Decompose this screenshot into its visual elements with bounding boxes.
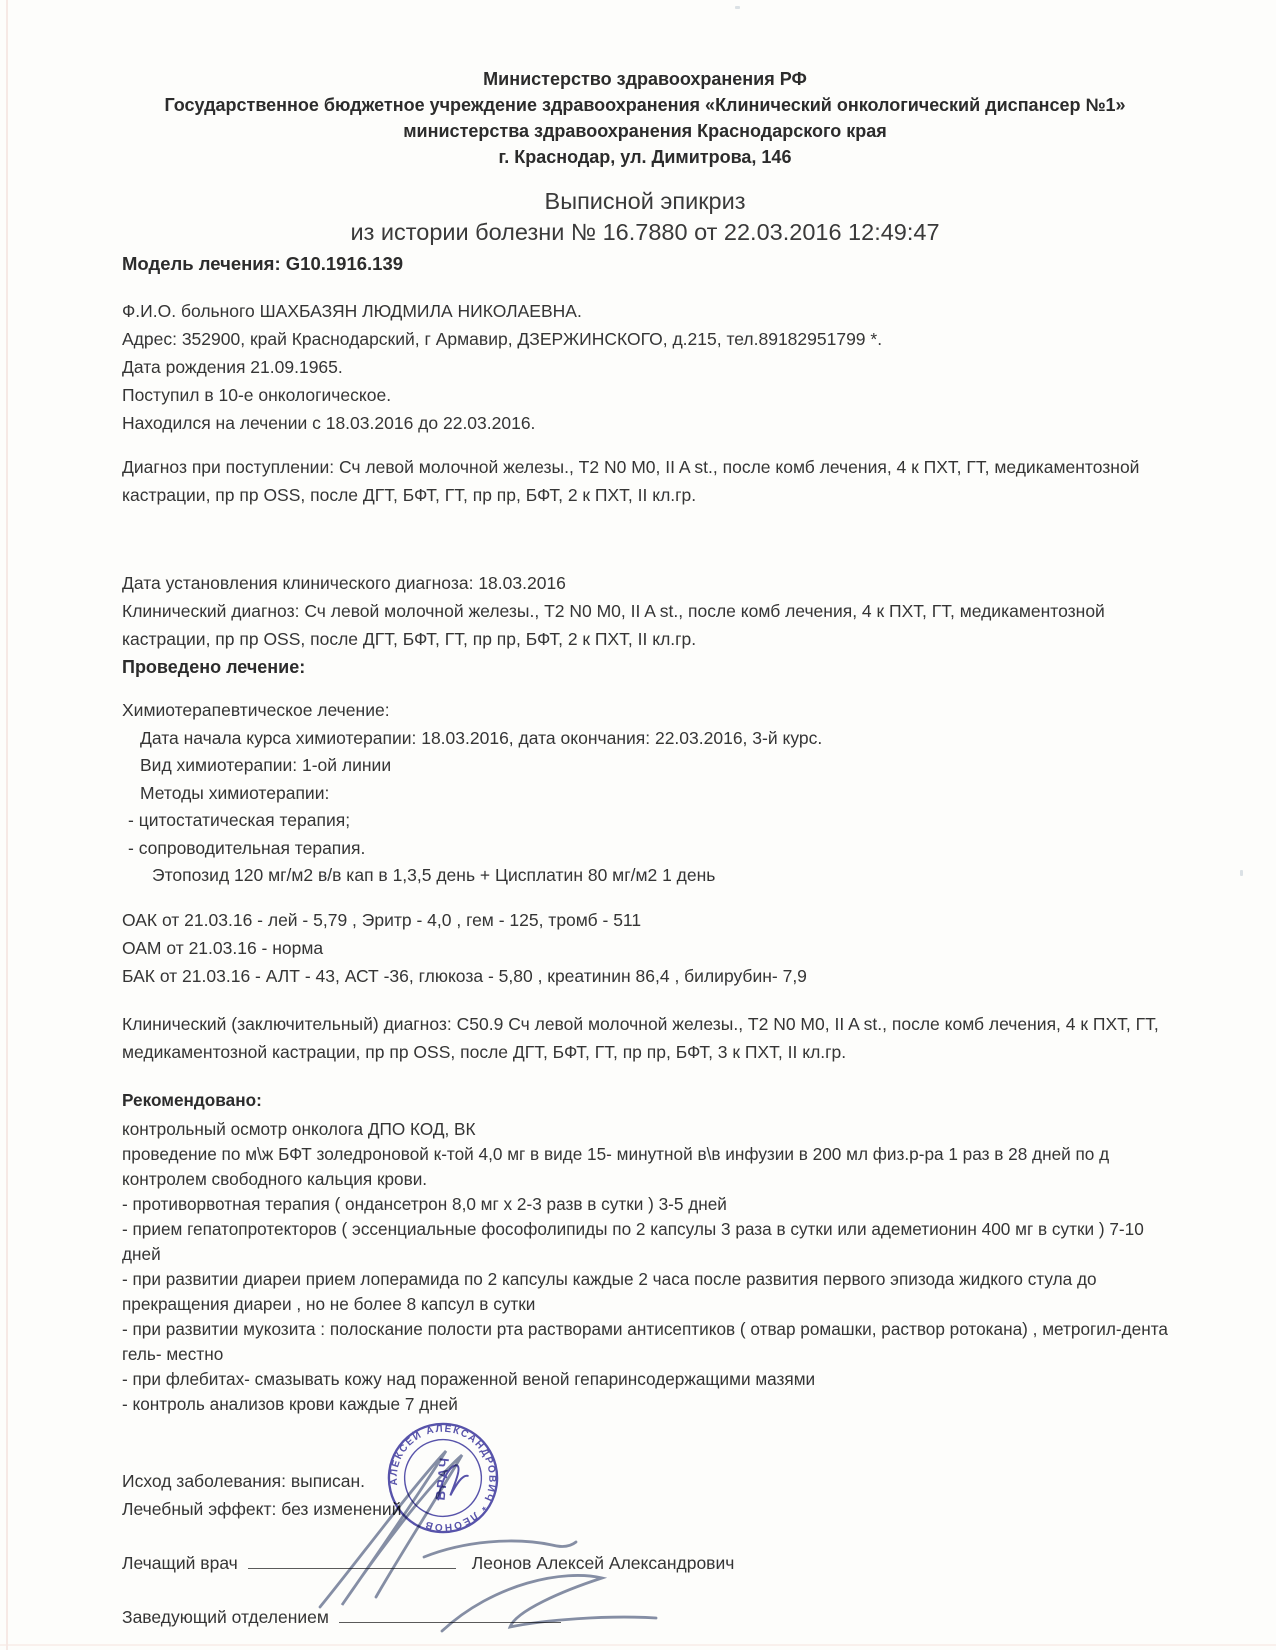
scan-speck-artifact — [735, 6, 740, 9]
patient-stay-dates: Находился на лечении с 18.03.2016 до 22.03.2016. — [122, 413, 536, 433]
recommendation-item: - при развитии мукозита : полоскание полости рта растворами антисептиков ( отвар ромашки, раствор ротокана) , метрогил-дента гель- местно — [122, 1318, 1168, 1364]
treatment-heading: Проведено лечение: — [122, 657, 306, 677]
lab-urinalysis: ОАМ от 21.03.16 - норма — [122, 937, 324, 958]
outcome-block — [122, 1431, 1168, 1523]
admission-diagnosis: Диагноз при поступлении: Сч левой молочной железы., T2 N0 M0, II A st., после комб лечения, 4 к ПХТ, ГТ, медикаментозной кастрации, пр пр OSS, после ДГТ, БФТ, ГТ, пр пр, БФТ, 2 к ПХТ, II кл.гр. — [122, 457, 1140, 505]
stamp-center-text: ВРАЧ — [432, 1454, 453, 1501]
disease-outcome: Исход заболевания: выписан. — [122, 1470, 365, 1491]
final-diagnosis: Клинический (заключительный) диагноз: C50.9 Сч левой молочной железы., T2 N0 M0, II A st., после комб лечения, 4 к ПХТ, ГТ, медикаментозной кастрации, пр пр OSS, после ДГТ, БФТ, ГТ, пр пр, БФТ, 3 к ПХТ, II кл.гр. — [122, 1013, 1159, 1062]
chemotherapy-section — [122, 697, 1168, 890]
recommendation-item: - противорвотная терапия ( ондансетрон 8,0 мг х 2-3 разв в сутки ) 3-5 дней — [122, 1193, 727, 1214]
outcome-and-signature-section — [122, 1423, 1168, 1650]
lab-biochemistry: БАК от 21.03.16 - АЛТ - 43, АСТ -36, глюкоза - 5,80 , креатинин 86,4 , билирубин- 7,9 — [122, 965, 807, 986]
document-content — [122, 66, 1168, 1650]
header-line-institution: Государственное бюджетное учреждение здравоохранения «Клинический онкологический диспансер №1» министерства здравоохранения Краснодарского края — [164, 95, 1126, 141]
chemo-method-supportive: - сопроводительная терапия. — [128, 837, 366, 858]
header-line-address: г. Краснодар, ул. Димитрова, 146 — [498, 147, 792, 167]
chemo-course-dates: Дата начала курса химиотерапии: 18.03.2016, дата окончания: 22.03.2016, 3-й курс. — [140, 727, 823, 748]
scan-edge-artifact-left — [6, 0, 8, 1650]
patient-name: Ф.И.О. больного ШАХБАЗЯН ЛЮДМИЛА НИКОЛАЕВНА. — [122, 301, 582, 321]
stamp-rim-text: АЛЕКСЕЙ АЛЕКСАНДРОВИЧ * ЛЕОНОВ — [388, 1423, 498, 1532]
chemo-regimen: Этопозид 120 мг/м2 в/в кап в 1,3,5 день + Цисплатин 80 мг/м2 1 день — [152, 865, 716, 885]
ministry-header — [122, 66, 1168, 170]
attending-signature-line — [248, 1549, 456, 1568]
clinical-diagnosis-date: Дата установления клинического диагноза: 18.03.2016 — [122, 573, 566, 593]
recommendations-section — [122, 1088, 1168, 1417]
patient-info — [122, 297, 1168, 437]
attending-physician-label: Лечащий врач — [122, 1552, 238, 1573]
attending-physician-name: Леонов Алексей Александрович — [471, 1552, 735, 1573]
document-title-block — [122, 186, 1168, 248]
chemo-method-cytostatic: - цитостатическая терапия; — [128, 810, 351, 830]
treatment-model: Модель лечения: G10.1916.139 — [122, 253, 404, 274]
attending-physician-row — [122, 1549, 1168, 1577]
recommendation-item: - при развитии диареи прием лоперамида по 2 капсулы каждые 2 часа после развития первого эпизода жидкого стула до прекращения диареи , но не более 8 капсул в сутки — [122, 1268, 1097, 1314]
clinical-diagnosis: Клинический диагноз: Сч левой молочной железы., T2 N0 M0, II A st., после комб лечения, 4 к ПХТ, ГТ, медикаментозной кастрации, пр пр OSS, после ДГТ, БФТ, ГТ, пр пр, БФТ, 2 к ПХТ, II кл.гр. — [122, 601, 1105, 649]
document-title: Выписной эпикриз — [544, 188, 746, 214]
chemo-methods-title: Методы химиотерапии: — [140, 782, 330, 803]
recommendations-heading: Рекомендовано: — [122, 1089, 262, 1110]
patient-address: Адрес: 352900, край Краснодарский, г Армавир, ДЗЕРЖИНСКОГО, д.215, тел.89182951799 *. — [122, 329, 883, 349]
treatment-effect: Лечебный эффект: без изменений — [122, 1498, 402, 1519]
recommendation-item: - прием гепатопротекторов ( эссенциальные фософолипиды по 2 капсулы 3 раза в сутки или адеметионин 400 мг в сутки ) 7-10 дней — [122, 1218, 1144, 1264]
chemo-section-title: Химиотерапевтическое лечение: — [122, 700, 390, 720]
patient-birthdate: Дата рождения 21.09.1965. — [122, 357, 343, 377]
scan-speck-artifact — [1240, 870, 1243, 876]
header-line-ministry: Министерство здравоохранения РФ — [483, 69, 807, 89]
doctor-stamp-graphic — [371, 1406, 514, 1549]
lab-results — [122, 906, 1168, 990]
department-head-signature-line — [339, 1603, 561, 1622]
recommendation-item: - при флебитах- смазывать кожу над пораженной веной гепаринсодержащими мазями — [122, 1368, 816, 1389]
recommendation-item: - контроль анализов крови каждые 7 дней — [122, 1393, 458, 1414]
recommendation-item: проведение по м\ж БФТ золедроновой к-той 4,0 мг в виде 15- минутной в\в инфузии в 200 мл физ.р-ра 1 раз в 28 дней по д контролем свободного кальция крови. — [122, 1143, 1110, 1189]
recommendation-item: контрольный осмотр онколога ДПО КОД, ВК — [122, 1118, 476, 1139]
lab-cbc: ОАК от 21.03.16 - лей - 5,79 , Эритр - 4,0 , гем - 125, тромб - 511 — [122, 909, 642, 930]
doctor-round-stamp — [371, 1406, 514, 1549]
document-subtitle: из истории болезни № 16.7880 от 22.03.2016 12:49:47 — [350, 219, 940, 245]
chemo-type: Вид химиотерапии: 1-ой линии — [140, 755, 392, 775]
department-head-row — [122, 1603, 1168, 1631]
patient-department: Поступил в 10-е онкологическое. — [122, 385, 392, 405]
department-head-label: Заведующий отделением — [122, 1606, 329, 1627]
